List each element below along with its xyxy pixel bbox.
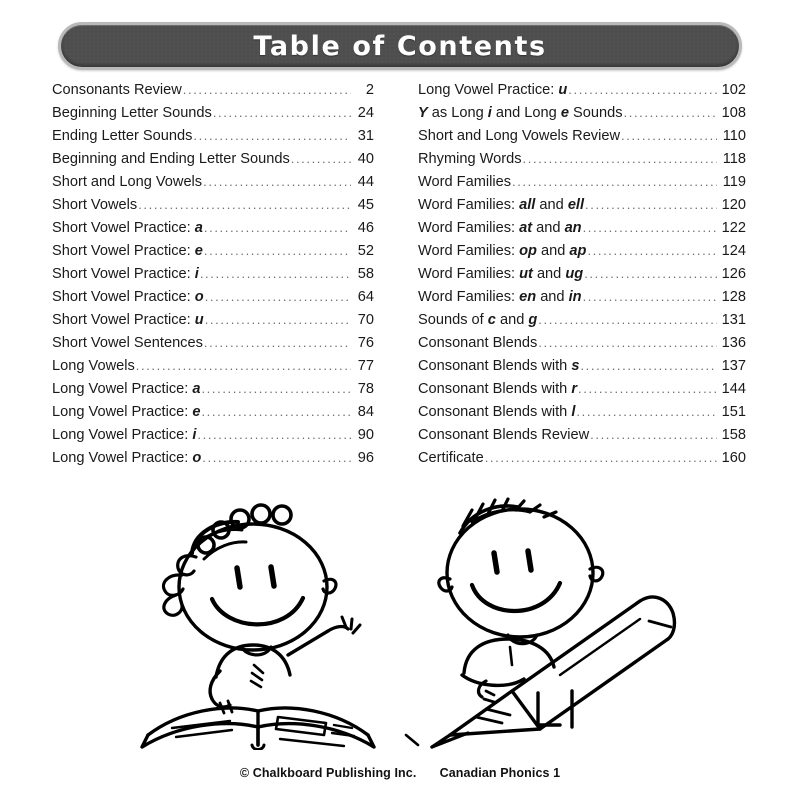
toc-dot-leader bbox=[576, 400, 717, 423]
girl-reading-book-illustration bbox=[142, 505, 374, 750]
toc-entry-page-number: 144 bbox=[721, 381, 746, 397]
toc-dot-leader bbox=[538, 331, 717, 354]
illustration bbox=[120, 495, 680, 750]
toc-entry[interactable] bbox=[52, 308, 374, 331]
toc-entry[interactable] bbox=[52, 331, 374, 354]
toc-dot-leader bbox=[585, 193, 717, 216]
toc-entry-page-number: 77 bbox=[357, 358, 374, 374]
toc-entry-label: Consonant Blends with r bbox=[418, 381, 578, 397]
toc-entry-label: Long Vowel Practice: o bbox=[52, 450, 202, 466]
toc-entry[interactable] bbox=[418, 308, 746, 331]
toc-entry[interactable] bbox=[418, 262, 746, 285]
toc-entry-label: Word Families: all and ell bbox=[418, 197, 585, 213]
toc-dot-leader bbox=[201, 377, 351, 400]
toc-entry[interactable] bbox=[418, 193, 746, 216]
toc-entry-page-number: 128 bbox=[721, 289, 746, 305]
toc-entry-label: Short Vowel Practice: a bbox=[52, 220, 203, 236]
toc-entry[interactable] bbox=[418, 101, 746, 124]
toc-entry-label: Long Vowel Practice: u bbox=[418, 82, 568, 98]
toc-entry-label: Word Families: at and an bbox=[418, 220, 582, 236]
toc-entry-page-number: 118 bbox=[722, 151, 746, 167]
toc-entry-label: Rhyming Words bbox=[418, 151, 522, 167]
toc-entry-label: Short Vowel Sentences bbox=[52, 335, 203, 351]
toc-dot-leader bbox=[193, 124, 351, 147]
toc-entry-page-number: 52 bbox=[357, 243, 374, 259]
toc-dot-leader bbox=[578, 377, 717, 400]
toc-entry-label: Word Families: op and ap bbox=[418, 243, 587, 259]
toc-dot-leader bbox=[587, 239, 717, 262]
toc-entry-page-number: 110 bbox=[722, 128, 746, 144]
toc-entry[interactable] bbox=[52, 101, 374, 124]
toc-entry-page-number: 102 bbox=[721, 82, 746, 98]
toc-entry[interactable] bbox=[418, 446, 746, 469]
toc-entry-label: Y as Long i and Long e Sounds bbox=[418, 105, 623, 121]
toc-entry-label: Consonants Review bbox=[52, 82, 182, 98]
toc-entry[interactable] bbox=[52, 446, 374, 469]
toc-entry-label: Long Vowel Practice: i bbox=[52, 427, 197, 443]
toc-dot-leader bbox=[568, 78, 717, 101]
page-footer bbox=[0, 766, 800, 780]
toc-dot-leader bbox=[136, 354, 351, 377]
page-header bbox=[58, 22, 742, 70]
toc-entry-page-number: 122 bbox=[721, 220, 746, 236]
title-banner bbox=[58, 22, 742, 70]
toc-dot-leader bbox=[204, 331, 351, 354]
copyright-text: © Chalkboard Publishing Inc. bbox=[239, 766, 417, 780]
toc-entry-label: Consonant Blends with l bbox=[418, 404, 576, 420]
toc-dot-leader bbox=[590, 423, 717, 446]
toc-entry-page-number: 108 bbox=[721, 105, 746, 121]
toc-dot-leader bbox=[204, 216, 351, 239]
toc-dot-leader bbox=[213, 101, 351, 124]
toc-dot-leader bbox=[583, 216, 717, 239]
toc-dot-leader bbox=[203, 170, 351, 193]
toc-dot-leader bbox=[291, 147, 351, 170]
toc-entry-page-number: 2 bbox=[365, 82, 374, 98]
toc-entry-page-number: 76 bbox=[357, 335, 374, 351]
toc-dot-leader bbox=[538, 308, 717, 331]
toc-entry[interactable] bbox=[418, 377, 746, 400]
toc-entry-label: Short Vowel Practice: u bbox=[52, 312, 204, 328]
toc-entry-page-number: 96 bbox=[357, 450, 374, 466]
toc-entry[interactable] bbox=[52, 170, 374, 193]
toc-entry[interactable] bbox=[418, 354, 746, 377]
toc-entry[interactable] bbox=[418, 78, 746, 101]
toc-dot-leader bbox=[197, 423, 351, 446]
toc-dot-leader bbox=[580, 354, 717, 377]
toc-entry-page-number: 64 bbox=[357, 289, 374, 305]
toc-entry-page-number: 40 bbox=[357, 151, 374, 167]
toc-entry[interactable] bbox=[52, 377, 374, 400]
toc-entry-label: Word Families: en and in bbox=[418, 289, 582, 305]
toc-entry-page-number: 78 bbox=[357, 381, 374, 397]
book-title-text: Canadian Phonics 1 bbox=[439, 766, 561, 780]
toc-dot-leader bbox=[200, 262, 351, 285]
toc-entry[interactable] bbox=[52, 354, 374, 377]
toc-entry-page-number: 90 bbox=[357, 427, 374, 443]
toc-entry-page-number: 84 bbox=[357, 404, 374, 420]
toc-entry[interactable] bbox=[52, 147, 374, 170]
toc-entry-label: Long Vowel Practice: a bbox=[52, 381, 201, 397]
toc-entry[interactable] bbox=[418, 400, 746, 423]
toc-entry-page-number: 45 bbox=[357, 197, 374, 213]
toc-entry[interactable] bbox=[418, 170, 746, 193]
toc-dot-leader bbox=[204, 239, 351, 262]
toc-dot-leader bbox=[183, 78, 351, 101]
toc-entry-page-number: 136 bbox=[721, 335, 746, 351]
toc-entry[interactable] bbox=[418, 239, 746, 262]
toc-entry-label: Word Families: ut and ug bbox=[418, 266, 584, 282]
toc-entry[interactable] bbox=[52, 262, 374, 285]
toc-entry-label: Consonant Blends with s bbox=[418, 358, 580, 374]
toc-dot-leader bbox=[205, 308, 351, 331]
toc-entry-label: Short Vowel Practice: e bbox=[52, 243, 203, 259]
toc-entry-label: Certificate bbox=[418, 450, 484, 466]
toc-entry[interactable] bbox=[418, 331, 746, 354]
toc-entry-page-number: 158 bbox=[721, 427, 746, 443]
toc-entry-label: Beginning and Ending Letter Sounds bbox=[52, 151, 290, 167]
toc-entry-page-number: 44 bbox=[357, 174, 374, 190]
toc-entry-label: Short Vowels bbox=[52, 197, 138, 213]
toc-entry[interactable] bbox=[418, 423, 746, 446]
toc-entry-page-number: 31 bbox=[357, 128, 374, 144]
toc-entry-label: Short and Long Vowels Review bbox=[418, 128, 621, 144]
toc-left-column bbox=[52, 78, 374, 469]
toc-dot-leader bbox=[201, 400, 351, 423]
toc-entry-page-number: 126 bbox=[721, 266, 746, 282]
toc-dot-leader bbox=[523, 147, 717, 170]
toc-entry[interactable] bbox=[418, 285, 746, 308]
toc-entry-page-number: 58 bbox=[357, 266, 374, 282]
toc-entry-label: Short and Long Vowels bbox=[52, 174, 203, 190]
toc-dot-leader bbox=[624, 101, 717, 124]
toc-entry-page-number: 124 bbox=[721, 243, 746, 259]
toc-entry[interactable] bbox=[52, 423, 374, 446]
toc-entry-page-number: 119 bbox=[722, 174, 746, 190]
toc-entry-page-number: 70 bbox=[357, 312, 374, 328]
toc-entry[interactable] bbox=[52, 239, 374, 262]
toc-entry-label: Word Families bbox=[418, 174, 511, 190]
toc-dot-leader bbox=[512, 170, 717, 193]
toc-entry-page-number: 160 bbox=[721, 450, 746, 466]
toc-dot-leader bbox=[138, 193, 351, 216]
toc-entry-label: Long Vowel Practice: e bbox=[52, 404, 201, 420]
toc-dot-leader bbox=[584, 262, 717, 285]
toc-dot-leader bbox=[621, 124, 717, 147]
toc-entry-label: Short Vowel Practice: i bbox=[52, 266, 199, 282]
toc-entry[interactable] bbox=[52, 78, 374, 101]
toc-entry[interactable] bbox=[418, 147, 746, 170]
toc-right-column bbox=[418, 78, 746, 469]
toc-entry-label: Beginning Letter Sounds bbox=[52, 105, 212, 121]
toc-entry[interactable] bbox=[418, 124, 746, 147]
toc-entry[interactable] bbox=[52, 124, 374, 147]
page-title: Table of Contents bbox=[253, 30, 547, 62]
toc-entry-page-number: 24 bbox=[357, 105, 374, 121]
toc-entry-page-number: 131 bbox=[721, 312, 746, 328]
toc-dot-leader bbox=[583, 285, 717, 308]
table-of-contents bbox=[0, 78, 800, 478]
toc-entry-label: Consonant Blends Review bbox=[418, 427, 590, 443]
toc-entry[interactable] bbox=[52, 400, 374, 423]
toc-entry-label: Sounds of c and g bbox=[418, 312, 538, 328]
toc-entry-page-number: 120 bbox=[721, 197, 746, 213]
toc-entry-label: Short Vowel Practice: o bbox=[52, 289, 204, 305]
toc-entry-label: Ending Letter Sounds bbox=[52, 128, 193, 144]
toc-entry-page-number: 46 bbox=[357, 220, 374, 236]
toc-entry-page-number: 151 bbox=[721, 404, 746, 420]
toc-entry[interactable] bbox=[52, 193, 374, 216]
toc-entry[interactable] bbox=[418, 216, 746, 239]
toc-dot-leader bbox=[202, 446, 351, 469]
toc-dot-leader bbox=[205, 285, 351, 308]
toc-entry[interactable] bbox=[52, 285, 374, 308]
toc-entry-page-number: 137 bbox=[721, 358, 746, 374]
toc-entry-label: Long Vowels bbox=[52, 358, 135, 374]
toc-dot-leader bbox=[485, 446, 717, 469]
boy-with-pencil-illustration bbox=[406, 499, 674, 747]
toc-entry[interactable] bbox=[52, 216, 374, 239]
toc-entry-label: Consonant Blends bbox=[418, 335, 538, 351]
